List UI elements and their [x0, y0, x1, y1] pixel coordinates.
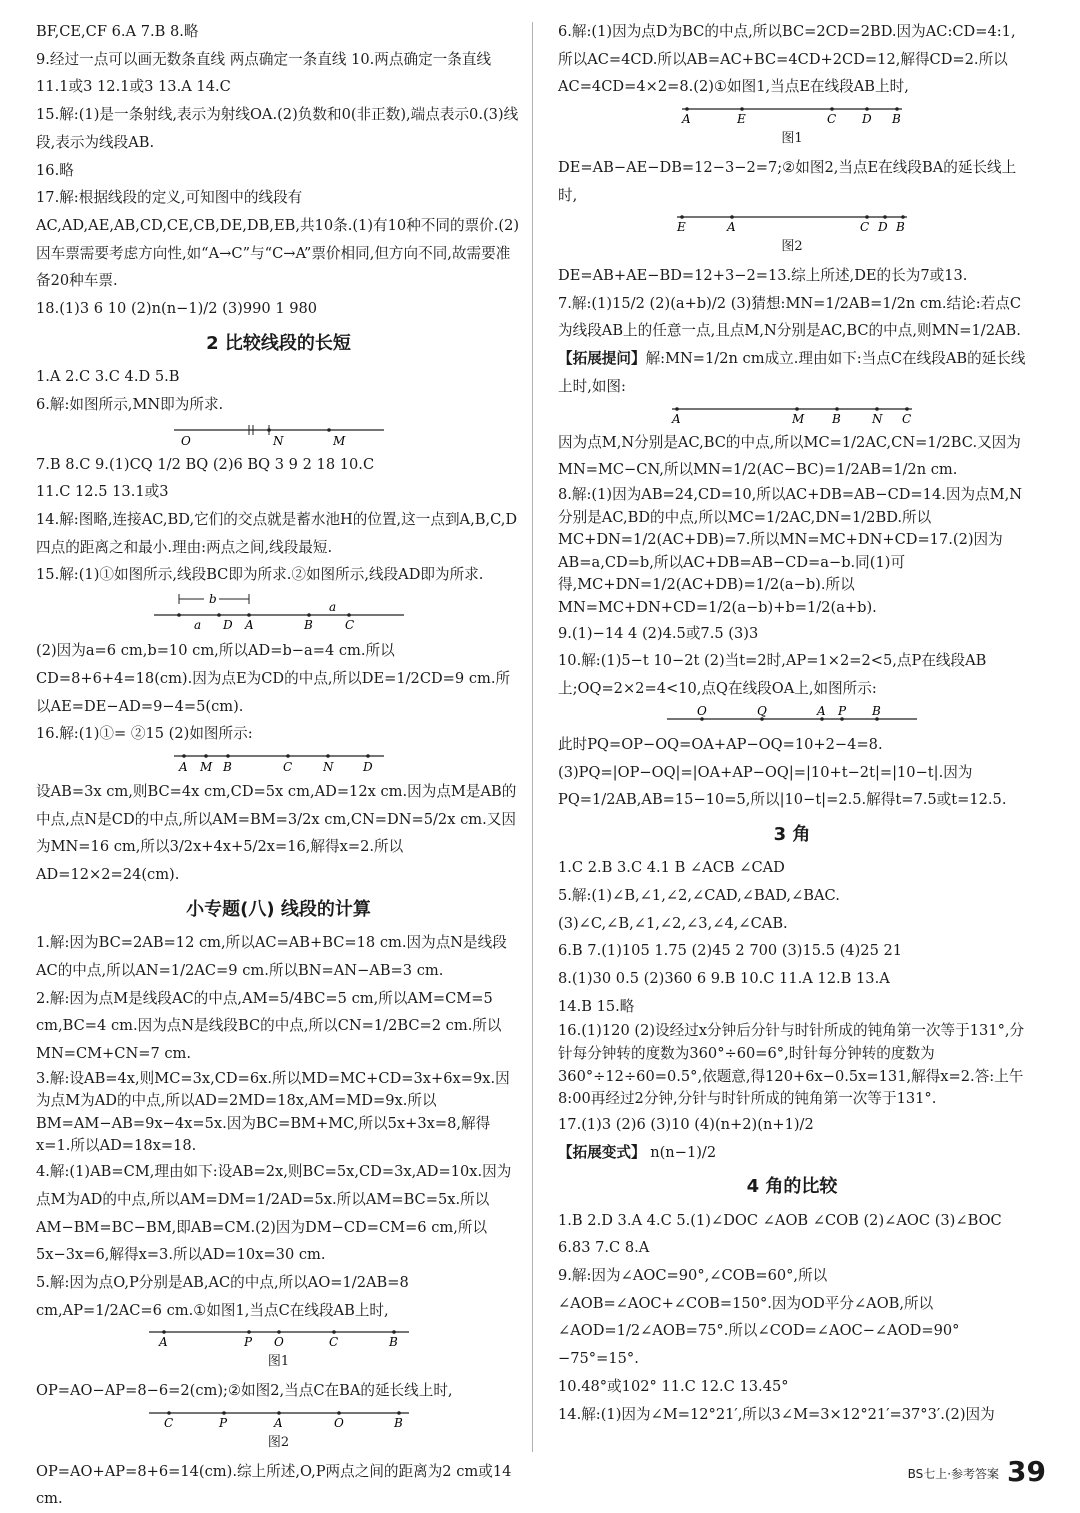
point-label: E [677, 220, 686, 234]
answer-text: n(n−1)/2 [650, 1143, 717, 1161]
answer-line: DE=AB−AE−DB=12−3−2=7;②如图2,当点E在线段BA的延长线上时, [558, 158, 1017, 204]
section-heading: 4 角的比较 [746, 1176, 838, 1198]
answer-line: 因为点M,N分别是AC,BC的中点,所以MC=1/2AC,CN=1/2BC.又因为MN=MC−CN,所以MN=1/2(AC−BC)=1/2AB=1/2n cm. [558, 433, 1021, 479]
footer-label: BS七上·参考答案 [907, 1467, 1000, 1482]
point-label: O [333, 1415, 344, 1429]
column-divider [532, 22, 533, 1452]
segment-figure-5-1 [139, 1326, 419, 1348]
point-label: C [163, 1415, 173, 1429]
segment-figure-5-2 [139, 1407, 419, 1429]
point-label: A [682, 112, 691, 126]
extension-tag: 【拓展提问】 [558, 350, 646, 368]
point-label: D [878, 220, 888, 234]
answer-line: 设AB=3x cm,则BC=4x cm,CD=5x cm,AD=12x cm.因为点M是AB的中点,点N是CD的中点,所以AM=BM=3/2x cm,CN=DN=5/2x cm.又因为MN=16 cm,所以3/2x+4x+5/2x=16,解得x=2.所以AD=12×2=24(cm). [36, 783, 517, 884]
answer-line: OP=AO−AP=8−6=2(cm);②如图2,当点C在BA的延长线上时, [36, 1382, 453, 1400]
answer-line: 7.B 8.C 9.(1)CQ 1/2 BQ (2)6 BQ 3 9 2 18 10.C [36, 455, 375, 473]
answer-line: 18.(1)3 6 10 (2)n(n−1)/2 (3)990 1 980 [36, 300, 318, 318]
point-label: O [697, 704, 707, 718]
point-label: C [328, 1335, 338, 1349]
point-label: B [832, 411, 841, 425]
answer-line: 6.解:(1)因为点D为BC的中点,所以BC=2CD=2BD.因为AC:CD=4:1,所以AC=4CD.所以AB=AC+BC=4CD+2CD=12,解得CD=2.所以AC=4CD=4×2=8.(2)①如图1,当点E在线段AB上时, [558, 23, 1016, 96]
figure-caption: 图2 [781, 239, 803, 255]
answer-line [558, 345, 1026, 400]
point-label: B [393, 1415, 403, 1429]
point-label: C [860, 220, 870, 234]
answer-line: BF,CE,CF 6.A 7.B 8.略 [36, 23, 199, 40]
segment-figure-q15 [149, 591, 409, 633]
point-label: D [862, 112, 872, 126]
segment-figure-q16 [164, 750, 394, 774]
point-label: Q [757, 704, 767, 718]
answer-line: 1.A 2.C 3.C 4.D 5.B [36, 368, 180, 386]
point-label: A [158, 1335, 168, 1349]
answer-line [558, 1139, 1026, 1167]
point-label: O [273, 1335, 284, 1349]
section-heading: 3 角 [773, 823, 811, 845]
point-label: C [827, 112, 837, 126]
answer-line: 1.B 2.D 3.A 4.C 5.(1)∠DOC ∠AOB ∠COB (2)∠AOC (3)∠BOC 6.83 7.C 8.A [558, 1211, 1002, 1257]
segment-figure-10 [662, 705, 922, 727]
point-label: E [737, 112, 746, 126]
extension-tag: 【拓展变式】 [558, 1143, 646, 1161]
point-label: a [193, 618, 201, 633]
point-label: A [727, 220, 736, 234]
point-label: B [303, 618, 313, 633]
answer-line: 10.解:(1)5−t 10−2t (2)当t=2时,AP=1×2=2<5,点P在线段AB上;OQ=2×2=4<10,点Q在线段OA上,如图所示: [558, 652, 987, 698]
answer-line: OP=AO+AP=8+6=14(cm).综上所述,O,P两点之间的距离为2 cm或14 cm. [36, 1462, 512, 1508]
answer-line: 此时PQ=OP−OQ=OA+AP−OQ=10+2−4=8.(3)PQ=|OP−OQ|=|OA+AP−OQ|=|10+t−2t|=|10−t|.因为PQ=1/2AB,AB=15−10=5,所以|10−t|=2.5.解得t=7.5或t=12.5. [558, 735, 1007, 809]
point-label: C [344, 618, 354, 633]
answer-line: 14.解:图略,连接AC,BD,它们的交点就是蓄水池H的位置,这一点到A,B,C,D四点的距离之和最小.理由:两点之间,线段最短. [36, 510, 518, 556]
page-footer [907, 1455, 1046, 1488]
answer-line: 3.解:设AB=4x,则MC=3x,CD=6x.所以MD=MC+CD=3x+6x=9x.因为点M为AD的中点,所以AD=2MD=18x,AM=MD=9x.所以BM=AM−AB=9x−4x=5x.因为BC=BM+MC,所以5x+3x=8,解得x=1.所以AD=18x=18. [36, 1069, 510, 1155]
answer-line: 9.(1)−14 4 (2)4.5或7.5 (3)3 [558, 624, 759, 642]
point-label: P [838, 704, 847, 718]
answer-line: 17.(1)3 (2)6 (3)10 (4)(n+2)(n+1)/2 [558, 1115, 814, 1133]
answer-line: 8.(1)30 0.5 (2)360 6 9.B 10.C 11.A 12.B 13.A [558, 970, 890, 988]
point-label: C [902, 411, 912, 425]
answer-line: 6.B 7.(1)105 1.75 (2)45 2 700 (3)15.5 (4)25 21 [558, 942, 903, 960]
answer-line: 8.解:(1)因为AB=24,CD=10,所以AC+DB=AB−CD=14.因为点M,N分别是AC,BD的中点,所以MC=1/2AC,DN=1/2BD.所以MC+DN=1/2(AC+DB)=7.所以MN=MC+DN+CD=17.(2)因为AB=a,CD=b,所以AC+DB=AB−CD=a−b.同(1)可得,MC+DN=1/2(AC+DB)=1/2(a−b).所以MN=MC+DN+CD=1/2(a−b)+b=1/2(a+b). [558, 486, 1023, 617]
point-label: A [672, 411, 681, 425]
answer-line: 11.C 12.5 13.1或3 [36, 483, 169, 501]
point-label: A [273, 1415, 283, 1429]
point-label: C [282, 760, 292, 774]
point-label: A [817, 704, 826, 718]
point-label: D [222, 618, 233, 633]
point-label: N [272, 433, 283, 447]
answer-line: 6.解:如图所示,MN即为所求. [36, 395, 224, 413]
point-label: B [896, 220, 905, 234]
answer-line: 2.解:因为点M是线段AC的中点,AM=5/4BC=5 cm,所以AM=CM=5 cm,BC=4 cm.因为点N是线段BC的中点,所以CN=1/2BC=2 cm.所以MN=CM+CN=7 cm. [36, 989, 502, 1062]
figure-caption: 图2 [267, 1434, 290, 1450]
answer-text: 解:MN=1/2n cm成立.理由如下:当点C在线段AB的延长线上时,如图: [558, 350, 1026, 395]
segment-figure-ext [667, 403, 917, 425]
answer-line: 1.C 2.B 3.C 4.1 B ∠ACB ∠CAD [558, 859, 785, 877]
answer-line: 15.解:(1)是一条射线,表示为射线OA.(2)负数和0(非正数),端点表示0.(3)线段,表示为线段AB. [36, 106, 519, 151]
point-label: P [243, 1335, 252, 1349]
point-label: N [872, 411, 883, 425]
page-number: 39 [1007, 1455, 1046, 1488]
answer-line: 17.解:根据线段的定义,可知图中的线段有AC,AD,AE,AB,CD,CE,CB,DE,DB,EB,共10条.(1)有10种不同的票价.(2)因车票需要考虑方向性,如“A→C”与“C→A”票价相同,但方向不同,故需要准备20种车票. [36, 189, 520, 290]
answer-line: 1.解:因为BC=2AB=12 cm,所以AC=AB+BC=18 cm.因为点N是线段AC的中点,所以AN=1/2AC=9 cm.所以BN=AN−AB=3 cm. [36, 934, 507, 979]
answer-line: (2)因为a=6 cm,b=10 cm,所以AD=b−a=4 cm.所以CD=8+6+4=18(cm).因为点E为CD的中点,所以DE=1/2CD=9 cm.所以AE=DE−AD=9−4=5(cm). [36, 642, 511, 715]
answer-line: 14.解:(1)因为∠M=12°21′,所以3∠M=3×12°21′=37°3′.(2)因为 [558, 1405, 995, 1423]
answer-line: 16.略 [36, 161, 74, 179]
point-label: M [199, 760, 212, 774]
answer-line: 16.解:(1)①= ②15 (2)如图所示: [36, 725, 253, 743]
answer-line: 16.(1)120 (2)设经过x分钟后分针与时针所成的钝角第一次等于131°,分针每分钟转的度数为360°÷60=6°,时针每分钟转的度数为360°÷12÷60=0.5°,依题意,得120+6x−0.5x=131,解得x=2.答:上午8:00再经过2分钟,分针与时针所成的钝角第一次等于131°. [558, 1022, 1025, 1108]
segment-figure-mn [169, 421, 389, 447]
answer-line: 4.解:(1)AB=CM,理由如下:设AB=2x,则BC=5x,CD=3x,AD=10x.因为点M为AD的中点,所以AM=DM=1/2AD=5x.所以AM=BC=5x.所以AM−BM=BC−BM,即AB=CM.(2)因为DM−CD=CM=6 cm,所以5x−3x=6,解得x=3.所以AD=10x=30 cm. [36, 1163, 512, 1264]
answer-line: 10.48°或102° 11.C 12.C 13.45° [558, 1377, 789, 1395]
point-label: A [178, 760, 188, 774]
point-label: N [322, 760, 333, 774]
point-label: b [208, 592, 217, 607]
answer-line: 14.B 15.略 [558, 997, 635, 1015]
section-heading: 2 比较线段的长短 [206, 332, 351, 354]
point-label: P [218, 1415, 227, 1429]
segment-figure-6-1 [672, 103, 912, 125]
point-label: O [180, 433, 191, 447]
point-label: B [892, 112, 901, 126]
point-label: M [332, 433, 345, 447]
answer-line: 15.解:(1)①如图所示,线段BC即为所求.②如图所示,线段AD即为所求. [36, 566, 484, 584]
point-label: D [362, 760, 373, 774]
answer-line: DE=AB+AE−BD=12+3−2=13.综上所述,DE的长为7或13. [558, 266, 968, 284]
point-label: B [222, 760, 232, 774]
figure-caption: 图1 [781, 131, 803, 147]
figure-caption: 图1 [267, 1354, 290, 1370]
point-label: B [388, 1335, 398, 1349]
right-column [558, 18, 1026, 1428]
point-label: a [328, 600, 336, 615]
left-column [36, 18, 521, 1513]
point-label: A [244, 618, 254, 633]
answer-line: 7.解:(1)15/2 (2)(a+b)/2 (3)猜想:MN=1/2AB=1/2n cm.结论:若点C为线段AB上的任意一点,且点M,N分别是AC,BC的中点,则MN=1/2AB. [558, 294, 1022, 340]
answer-line: 9.经过一点可以画无数条直线 两点确定一条直线 10.两点确定一条直线 11.1或3 12.1或3 13.A 14.C [36, 50, 492, 96]
segment-figure-6-2 [667, 211, 917, 233]
answer-line: 5.解:(1)∠B,∠1,∠2,∠CAD,∠BAD,∠BAC.(3)∠C,∠B,∠1,∠2,∠3,∠4,∠CAB. [558, 886, 840, 932]
point-label: M [792, 411, 805, 425]
point-label: B [872, 704, 881, 718]
answer-line: 9.解:因为∠AOC=90°,∠COB=60°,所以∠AOB=∠AOC+∠COB=150°.因为OD平分∠AOB,所以∠AOD=1/2∠AOB=75°.所以∠COD=∠AOC−∠AOD=90°−75°=15°. [558, 1266, 960, 1368]
answer-line: 5.解:因为点O,P分别是AB,AC的中点,所以AO=1/2AB=8 cm,AP=1/2AC=6 cm.①如图1,当点C在线段AB上时, [36, 1273, 409, 1319]
section-heading: 小专题(八) 线段的计算 [186, 898, 371, 920]
